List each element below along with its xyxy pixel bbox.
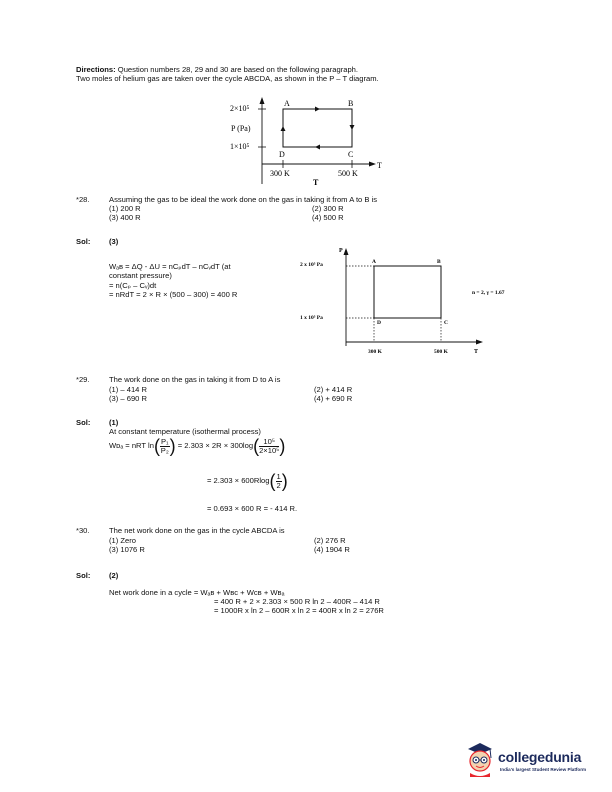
q28-answer: (3) bbox=[109, 237, 119, 246]
q28-number: *28. bbox=[76, 195, 90, 204]
q28-sol-line-4: = nRdT = 2 × R × (500 – 300) = 400 R bbox=[109, 289, 238, 299]
p-axis-arrow bbox=[260, 97, 265, 104]
t-axis-label: T bbox=[313, 178, 319, 187]
t-high-label: 500 K bbox=[434, 349, 448, 355]
q30-option-3: (3) 1076 R bbox=[109, 545, 145, 554]
p-low-label: 1 x 10⁵ Pa bbox=[300, 315, 323, 321]
cycle-abcd bbox=[283, 109, 352, 147]
collegedunia-logo bbox=[462, 739, 602, 779]
pt-diagram-solution bbox=[296, 246, 528, 358]
q29-answer: (1) bbox=[109, 418, 119, 427]
point-b: B bbox=[348, 99, 354, 108]
cycle-abcd bbox=[374, 266, 441, 318]
p-high-label: 2×10⁵ bbox=[230, 104, 250, 113]
t-high-label: 500 K bbox=[338, 169, 358, 178]
point-b: B bbox=[437, 259, 441, 265]
q28-option-1: (1) 200 R bbox=[109, 204, 141, 213]
point-a: A bbox=[372, 259, 376, 265]
q30-text: The net work done on the gas in the cycle ABCDA is bbox=[109, 526, 285, 535]
t-axis-label-right: T bbox=[377, 161, 382, 170]
q28-option-2: (2) 300 R bbox=[312, 204, 344, 213]
brand-tagline: India's largest Student Review Platform bbox=[500, 767, 587, 772]
point-a: A bbox=[284, 99, 290, 108]
eq1-mid: = 2.303 × 2R × 300log bbox=[177, 441, 254, 450]
directions-text: Question numbers 28, 29 and 30 are based on the following paragraph. bbox=[117, 65, 359, 74]
directions-label: Directions: bbox=[76, 65, 116, 74]
p-axis-label: P (Pa) bbox=[231, 124, 251, 133]
q29-sol-line-1: At constant temperature (isothermal process) bbox=[109, 427, 261, 436]
q30-option-4: (4) 1904 R bbox=[314, 545, 350, 554]
directions-block bbox=[76, 65, 379, 84]
den1: 2×10⁵ bbox=[259, 445, 280, 455]
q29-option-4: (4) + 690 R bbox=[314, 394, 353, 403]
mascot-icon bbox=[462, 739, 498, 779]
q28-sol-line-2: constant pressure) bbox=[109, 271, 172, 281]
pressure-ratio bbox=[160, 438, 170, 455]
point-c: C bbox=[444, 320, 448, 326]
directions-text-2: Two moles of helium gas are taken over the cycle ABCDA, as shown in the P – T diagram. bbox=[76, 74, 379, 84]
work-da-lhs: Wᴅₐ = nRT ln bbox=[109, 441, 154, 450]
p-low-label: 1×10⁵ bbox=[230, 142, 250, 151]
gas-constants-note: n = 2, γ = 1.67 bbox=[472, 290, 505, 296]
point-d: D bbox=[377, 320, 381, 326]
num2: 1 bbox=[276, 471, 281, 481]
p-axis-label: P bbox=[339, 248, 343, 254]
eq2-lhs: = 2.303 × 600Rlog bbox=[207, 476, 270, 485]
q30-option-1: (1) Zero bbox=[109, 536, 137, 545]
q29-equation-2: = 2.303 × 600Rlog( $\frac{1}{2}$ ) bbox=[207, 471, 288, 491]
den2: 2 bbox=[276, 480, 281, 490]
q29-text: The work done on the gas in taking it from D to A is bbox=[109, 375, 281, 384]
q30-answer: (2) bbox=[109, 571, 119, 580]
q28-option-3: (3) 400 R bbox=[109, 213, 141, 222]
p-axis-arrow bbox=[344, 248, 349, 255]
q29-option-3: (3) – 690 R bbox=[109, 394, 147, 403]
q30-option-2: (2) 276 R bbox=[314, 536, 346, 545]
q28-sol-line-1: Wₐʙ = ΔQ - ΔU = nCₚdT – nCᵥdT (at bbox=[109, 262, 231, 271]
q29-sol-label: Sol: bbox=[76, 418, 91, 427]
q29-option-2: (2) + 414 R bbox=[314, 385, 353, 394]
point-d: D bbox=[279, 150, 285, 159]
t-low-label: 300 K bbox=[368, 349, 382, 355]
q28-sol-label: Sol: bbox=[76, 237, 91, 246]
q30-sol-line-2: = 400 R + 2 × 2.303 × 500 R ln 2 – 400R – 414 R bbox=[214, 597, 380, 606]
q30-number: *30. bbox=[76, 526, 90, 535]
q29-equation-3: = 0.693 × 600 R = - 414 R. bbox=[207, 504, 298, 513]
p1: P₁ bbox=[160, 436, 169, 446]
t-low-label: 300 K bbox=[270, 169, 290, 178]
q28-text: Assuming the gas to be ideal the work done on the gas in taking it from A to B is bbox=[109, 195, 378, 204]
q28-solution bbox=[109, 262, 237, 299]
q30-sol-line-1: Net work done in a cycle = Wₐʙ + Wʙᴄ + Wᴄʙ + Wʙₐ bbox=[109, 588, 285, 597]
q28-option-4: (4) 500 R bbox=[312, 213, 344, 222]
q30-sol-label: Sol: bbox=[76, 571, 91, 580]
q28-sol-line-3: = n(Cₚ – Cᵥ)dt bbox=[109, 280, 157, 290]
q29-equation-1: Wᴅₐ = nRT ln( $\frac{\text{P₁}}{\text{P₂}}$ ) = 2.303 × 2R × 300log( $\frac{\text{10⁵}}{\text{2×10⁵}}$ ) bbox=[109, 436, 286, 456]
p-high-label: 2 x 10⁵ Pa bbox=[300, 262, 323, 268]
brand-name: collegedunia bbox=[498, 749, 582, 765]
q29-number: *29. bbox=[76, 375, 90, 384]
pt-diagram-question bbox=[220, 94, 390, 190]
q30-sol-line-3: = 1000R x ln 2 – 600R x ln 2 = 400R x ln 2 = 276R bbox=[214, 606, 384, 615]
t-axis-arrow bbox=[369, 162, 376, 167]
t-axis-label: T bbox=[474, 349, 479, 355]
p2: P₂ bbox=[160, 445, 169, 455]
pressure-values bbox=[259, 438, 279, 455]
num1: 10⁵ bbox=[259, 438, 279, 447]
point-c: C bbox=[348, 150, 354, 159]
q29-option-1: (1) – 414 R bbox=[109, 385, 147, 394]
t-axis-arrow bbox=[476, 340, 483, 345]
